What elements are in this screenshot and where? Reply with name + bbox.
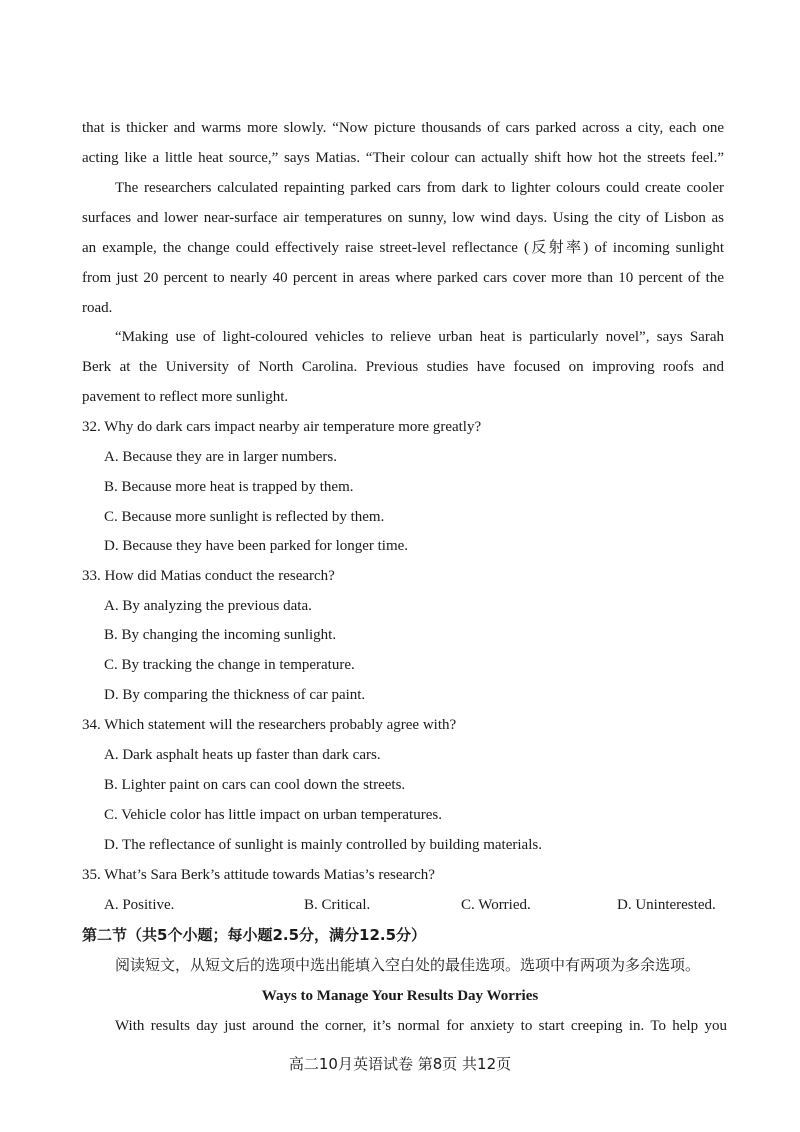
section-2-instruction: 阅读短文，从短文后的选项中选出能填入空白处的最佳选项。选项中有两项为多余选项。 — [115, 956, 701, 974]
passage-paragraph-3 — [82, 322, 724, 412]
question-34-stem: 34. Which statement will the researchers probably agree with? — [82, 717, 457, 733]
text-line: acting like a little heat source,” says Matias. “Their colour can actually shift how hot the streets feel.” — [82, 150, 724, 166]
question-35-option-b[interactable]: B. Critical. — [304, 897, 371, 913]
text-line: The researchers calculated repainting parked cars from dark to lighter colours could create cooler — [115, 180, 724, 196]
question-33-option-d[interactable]: D. By comparing the thickness of car paint. — [104, 687, 366, 703]
question-34-option-b[interactable]: B. Lighter paint on cars can cool down the streets. — [104, 777, 406, 793]
question-35-option-c[interactable]: C. Worried. — [461, 897, 531, 913]
text-line: an example, the change could effectively raise street-level reflectance (反射率) of incoming sunlight — [82, 240, 724, 256]
question-32-option-c[interactable]: C. Because more sunlight is reflected by them. — [104, 509, 385, 525]
question-33-option-a[interactable]: A. By analyzing the previous data. — [104, 598, 312, 614]
passage-paragraph-2 — [82, 173, 724, 323]
text-line: road. — [82, 300, 113, 316]
passage-2-paragraph-1 — [82, 1011, 727, 1041]
text-line: surfaces and lower near-surface air temperatures on sunny, low wind days. Using the city of Lisbon as — [82, 210, 724, 226]
passage-2-title: Ways to Manage Your Results Day Worries — [261, 988, 539, 1004]
question-32-stem: 32. Why do dark cars impact nearby air temperature more greatly? — [82, 419, 482, 435]
question-34-option-d[interactable]: D. The reflectance of sunlight is mainly controlled by building materials. — [104, 837, 542, 853]
question-33-stem: 33. How did Matias conduct the research? — [82, 568, 335, 584]
page-footer: 高二10月英语试卷 第8页 共12页 — [288, 1055, 512, 1073]
question-35-option-a[interactable]: A. Positive. — [104, 897, 175, 913]
question-33-option-b[interactable]: B. By changing the incoming sunlight. — [104, 627, 337, 643]
text-line: from just 20 percent to nearly 40 percent in areas where parked cars cover more than 10 percent of the — [82, 270, 724, 286]
text-line: Berk at the University of North Carolina. Previous studies have focused on improving roofs and — [82, 359, 724, 375]
text-line: With results day just around the corner, it’s normal for anxiety to start creeping in. To help you — [115, 1018, 727, 1034]
question-34-option-c[interactable]: C. Vehicle color has little impact on urban temperatures. — [104, 807, 442, 823]
question-33-option-c[interactable]: C. By tracking the change in temperature. — [104, 657, 355, 673]
passage-paragraph-1 — [82, 113, 724, 173]
question-32-option-d[interactable]: D. Because they have been parked for longer time. — [104, 538, 409, 554]
text-line: “Making use of light-coloured vehicles to relieve urban heat is particularly novel”, says Sarah — [115, 329, 724, 345]
text-line: pavement to reflect more sunlight. — [82, 389, 289, 405]
question-32-option-a[interactable]: A. Because they are in larger numbers. — [104, 449, 337, 465]
section-2-title: 第二节（共5个小题；每小题2.5分，满分12.5分） — [82, 926, 427, 944]
question-35-stem: 35. What’s Sara Berk’s attitude towards Matias’s research? — [82, 867, 435, 883]
question-34-option-a[interactable]: A. Dark asphalt heats up faster than dark cars. — [104, 747, 381, 763]
text-line: that is thicker and warms more slowly. “Now picture thousands of cars parked across a city, each one — [82, 120, 724, 136]
question-35-option-d[interactable]: D. Uninterested. — [617, 897, 716, 913]
question-32-option-b[interactable]: B. Because more heat is trapped by them. — [104, 479, 354, 495]
